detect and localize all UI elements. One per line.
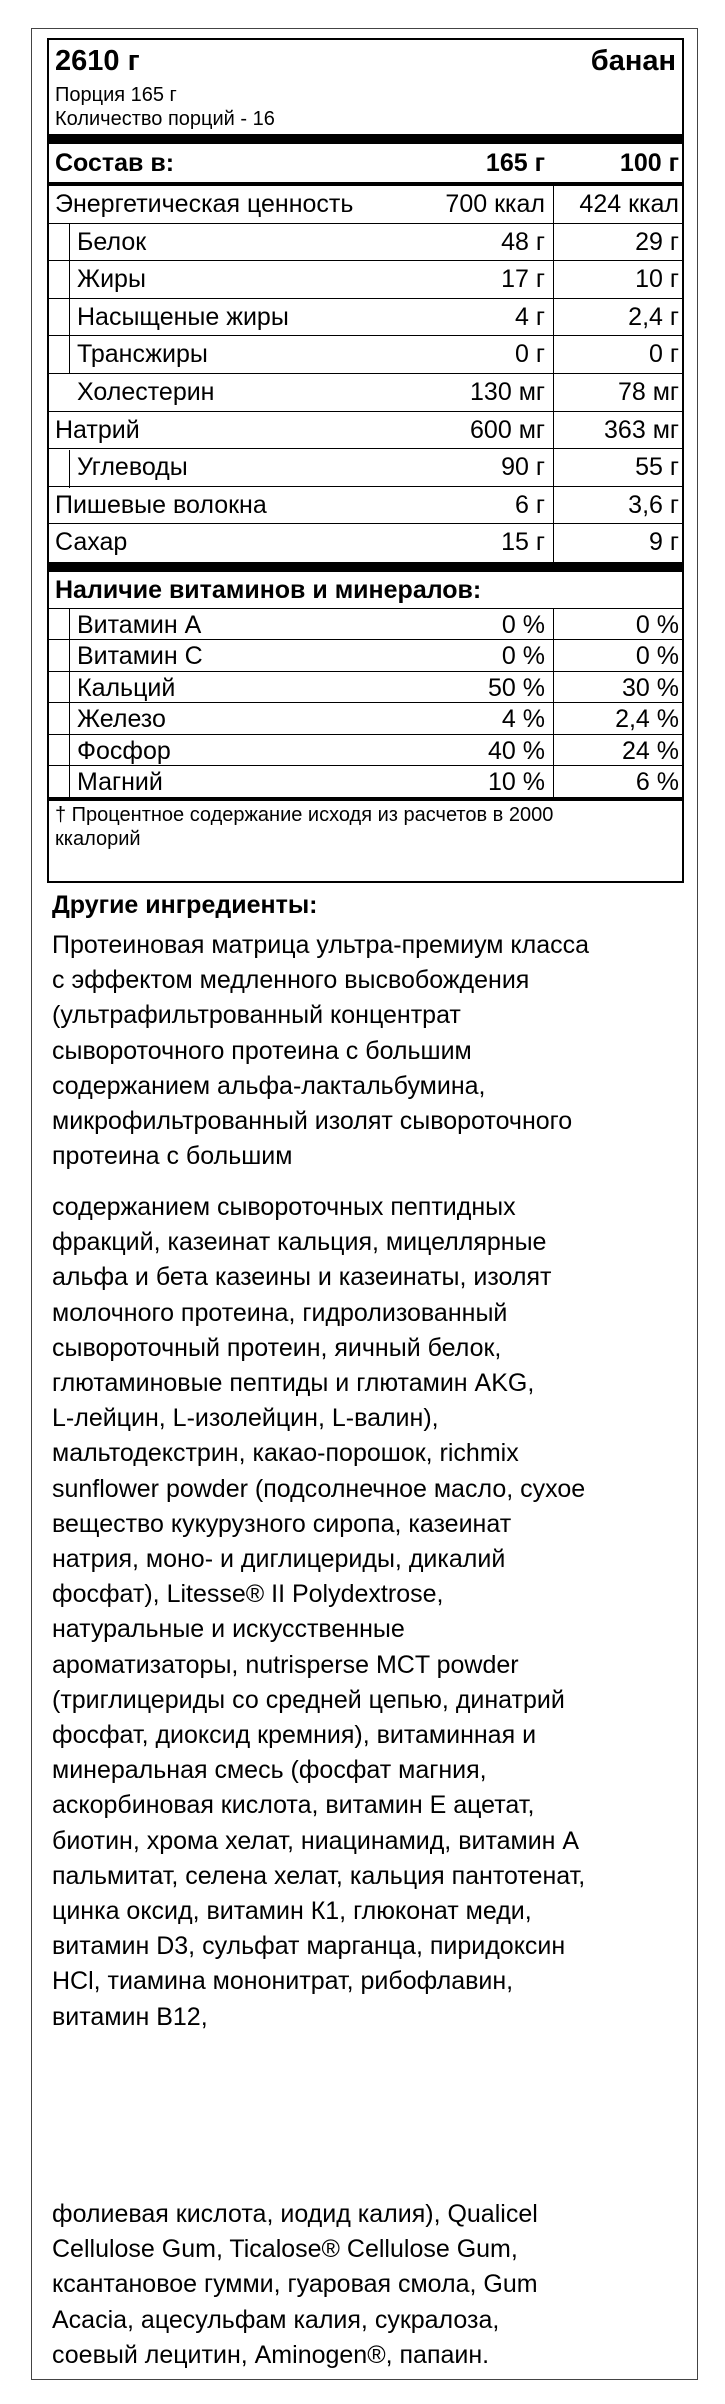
row-value-100g: 2,4 г xyxy=(628,303,679,331)
ingredients-line: витамин В12, xyxy=(52,2002,208,2031)
ingredients-line: мальтодекстрин, какао-порошок, richmix xyxy=(52,1439,519,1468)
row-name: Белок xyxy=(77,228,147,256)
nutrient-row xyxy=(49,336,682,372)
row-name: Жиры xyxy=(77,265,146,293)
row-value-serving: 15 г xyxy=(501,528,545,556)
ingredients-line: глютаминовые пептиды и глютамин AKG, xyxy=(52,1369,535,1398)
vitamin-row xyxy=(49,638,682,674)
ingredients-line: аскорбиновая кислота, витамин Е ацетат, xyxy=(52,1791,535,1820)
nutrient-row xyxy=(49,412,682,448)
ingredients-line: вещество кукурузного сиропа, казеинат xyxy=(52,1509,512,1538)
row-value-serving: 0 % xyxy=(501,611,545,639)
header-label: Состав в: xyxy=(55,149,175,177)
ingredients-line: HCl, тиамина мононитрат, рибофлавин, xyxy=(52,1967,514,1996)
row-name: Витамин А xyxy=(77,611,202,639)
thick-divider xyxy=(49,134,682,144)
nutrient-row xyxy=(49,449,682,485)
ingredients-line: биотин, хрома хелат, ниацинамид, витамин А xyxy=(52,1826,580,1855)
nutrient-row xyxy=(49,487,682,523)
indent-line xyxy=(69,609,70,797)
header-col-100g: 100 г xyxy=(619,149,679,177)
row-value-100g: 78 мг xyxy=(617,378,679,406)
row-value-serving: 6 г xyxy=(515,491,545,519)
ingredients-line: с эффектом медленного высвобождения xyxy=(52,966,530,995)
ingredients-line: фракций, казеинат кальция, мицеллярные xyxy=(52,1228,547,1257)
ingredients-line: (триглицериды со средней цепью, динатрий xyxy=(52,1685,565,1714)
row-value-100g: 9 г xyxy=(649,528,679,556)
serving-size: Порция 165 г xyxy=(55,84,177,106)
ingredients-line: протеина с большим xyxy=(52,1142,293,1171)
ingredients-line: натуральные и искусственные xyxy=(52,1615,405,1644)
ingredients-line: фосфат, диоксид кремния), витаминная и xyxy=(52,1721,537,1750)
column-separator xyxy=(553,186,554,562)
ingredients-line: минеральная смесь (фосфат магния, xyxy=(52,1756,487,1785)
ingredients-line: витамин D3, сульфат марганца, пиридоксин xyxy=(52,1932,566,1961)
ingredients-line: ароматизаторы, nutrisperse MCT powder xyxy=(52,1650,519,1679)
row-value-100g: 3,6 г xyxy=(628,491,679,519)
row-name: Сахар xyxy=(55,528,128,556)
row-value-100g: 0 г xyxy=(649,340,679,368)
ingredients-line: Cellulose Gum, Ticalose® Cellulose Gum, xyxy=(52,2235,518,2264)
ingredients-title: Другие ингредиенты: xyxy=(52,891,318,919)
nutrient-row xyxy=(49,299,682,335)
row-value-100g: 0 % xyxy=(635,611,679,639)
row-value-serving: 10 % xyxy=(488,768,545,796)
nutrient-row xyxy=(49,524,682,560)
row-name: Холестерин xyxy=(77,378,215,406)
ingredients-paragraph-1 xyxy=(52,928,682,1174)
row-value-100g: 424 ккал xyxy=(579,190,679,218)
column-separator xyxy=(553,609,554,797)
row-name: Фосфор xyxy=(77,737,171,765)
ingredients-line: молочного протеина, гидролизованный xyxy=(52,1298,508,1327)
row-value-100g: 24 % xyxy=(622,737,679,765)
package-weight: 2610 г xyxy=(55,45,140,77)
row-name: Витамин С xyxy=(77,642,203,670)
nutrient-row xyxy=(49,224,682,260)
row-name: Углеводы xyxy=(77,453,188,481)
ingredients-line: ксантановое гумми, гуаровая смола, Gum xyxy=(52,2270,538,2299)
ingredients-line: цинка оксид, витамин К1, глюконат меди, xyxy=(52,1897,532,1926)
ingredients-line: L-лейцин, L-изолейцин, L-валин), xyxy=(52,1404,439,1433)
indent-line xyxy=(69,450,70,488)
ingredients-line: сывороточный протеин, яичный белок, xyxy=(52,1333,502,1362)
row-name: Магний xyxy=(77,768,163,796)
thick-divider-vitamins xyxy=(49,562,682,572)
ingredients-paragraph-2 xyxy=(52,1190,682,2035)
ingredients-line: фолиевая кислота, иодид калия), Qualicel xyxy=(52,2200,538,2228)
row-value-serving: 48 г xyxy=(501,228,545,256)
row-name: Энергетическая ценность xyxy=(55,190,354,218)
row-value-100g: 29 г xyxy=(635,228,679,256)
row-value-100g: 55 г xyxy=(635,453,679,481)
ingredients-paragraph-3 xyxy=(52,2197,682,2373)
ingredients-line: сывороточного протеина с большим xyxy=(52,1036,472,1065)
ingredients-line: содержанием альфа-лактальбумина, xyxy=(52,1071,486,1100)
ingredients-line: пальмитат, селена хелат, кальция пантотенат, xyxy=(52,1861,586,1890)
row-value-100g: 30 % xyxy=(622,674,679,702)
vitamins-title: Наличие витаминов и минералов: xyxy=(55,576,482,604)
row-name: Натрий xyxy=(55,416,140,444)
row-value-serving: 4 г xyxy=(515,303,545,331)
footnote-divider xyxy=(49,797,682,801)
row-value-serving: 130 мг xyxy=(470,378,545,406)
vitamins-header xyxy=(49,572,682,608)
row-name: Трансжиры xyxy=(77,340,208,368)
row-value-serving: 700 ккал xyxy=(445,190,545,218)
row-value-100g: 0 % xyxy=(635,642,679,670)
ingredients-line: Протеиновая матрица ультра-премиум класса xyxy=(52,931,590,959)
row-name: Пишевые волокна xyxy=(55,491,267,519)
row-value-serving: 40 % xyxy=(488,737,545,765)
row-value-100g: 363 мг xyxy=(604,416,679,444)
indent-line xyxy=(69,223,70,374)
header-col-serving: 165 г xyxy=(485,149,545,177)
nutrition-facts-label xyxy=(47,38,684,883)
ingredients-line: натрия, моно- и диглицериды, дикалий xyxy=(52,1545,506,1574)
footnote-line-1: † Процентное содержание исходя из расчетов в 2000 xyxy=(55,804,554,826)
row-name: Кальций xyxy=(77,674,176,702)
flavor-name: банан xyxy=(590,45,676,77)
nutrient-row xyxy=(49,374,682,410)
vitamin-row xyxy=(49,764,682,800)
row-value-serving: 0 % xyxy=(501,642,545,670)
ingredients-line: содержанием сывороточных пептидных xyxy=(52,1193,516,1221)
ingredients-line: sunflower powder (подсолнечное масло, сухое xyxy=(52,1474,586,1503)
ingredients-line: (ультрафильтрованный концентрат xyxy=(52,1001,461,1030)
ingredients-line: Acacia, ацесульфам калия, сукралоза, xyxy=(52,2305,500,2334)
row-value-serving: 4 % xyxy=(501,705,545,733)
row-value-serving: 17 г xyxy=(501,265,545,293)
nutrient-row xyxy=(49,186,682,222)
vitamin-row xyxy=(49,701,682,737)
footnote-line-2: ккалорий xyxy=(55,828,141,850)
ingredients-line: соевый лецитин, Aminogen®, папаин. xyxy=(52,2340,490,2369)
row-value-100g: 10 г xyxy=(635,265,679,293)
row-name: Насыщеные жиры xyxy=(77,303,289,331)
row-value-serving: 90 г xyxy=(501,453,545,481)
ingredients-line: фосфат), Litesse® II Polydextrose, xyxy=(52,1580,444,1609)
row-value-serving: 0 г xyxy=(515,340,545,368)
servings-count: Количество порций - 16 xyxy=(55,108,275,130)
row-value-serving: 50 % xyxy=(488,674,545,702)
nutrient-row xyxy=(49,261,682,297)
row-value-100g: 6 % xyxy=(635,768,679,796)
row-value-100g: 2,4 % xyxy=(615,705,679,733)
ingredients-line: микрофильтрованный изолят сывороточного xyxy=(52,1107,573,1136)
ingredients-line: альфа и бета казеины и казеинаты, изолят xyxy=(52,1263,552,1292)
table-header xyxy=(49,145,682,181)
row-name: Железо xyxy=(77,705,166,733)
row-value-serving: 600 мг xyxy=(470,416,545,444)
